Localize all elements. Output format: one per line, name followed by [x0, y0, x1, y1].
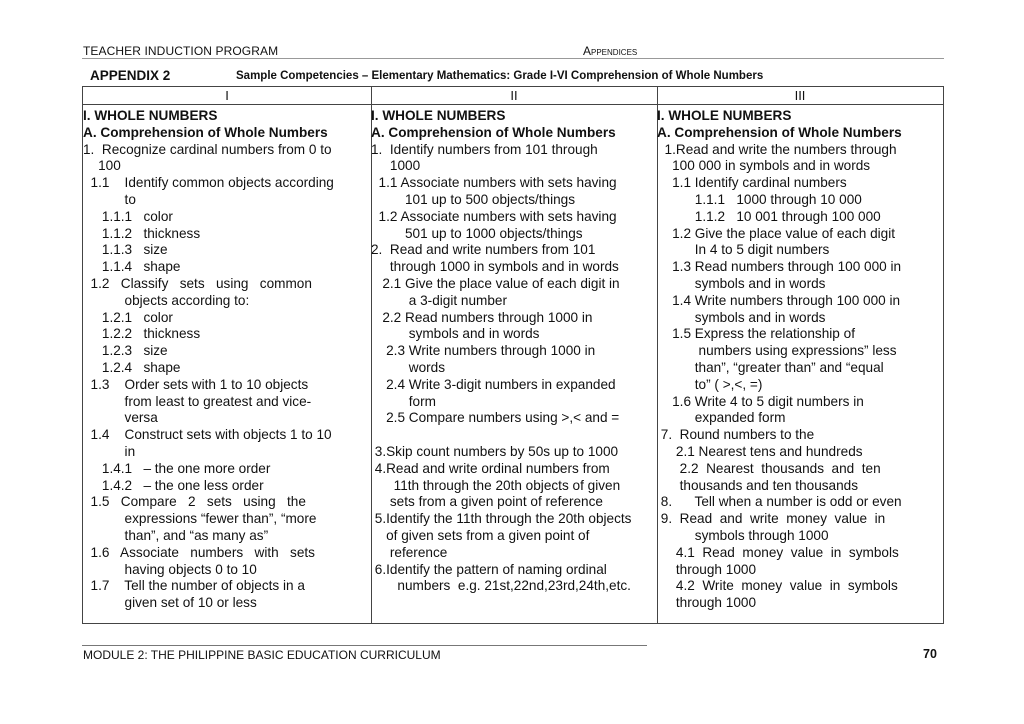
competency-line: expressions “fewer than”, “more — [83, 511, 317, 527]
header-section: Appendices — [583, 44, 638, 58]
competency-line: than”, and “as many as” — [83, 527, 269, 543]
competency-line: than”, “greater than” and “equal — [657, 359, 884, 375]
competency-line: 1.7 Tell the number of objects in a — [83, 578, 305, 594]
competency-line: 2.5 Compare numbers using >,< and = — [371, 410, 620, 426]
competency-line: of given sets from a given point of — [371, 527, 590, 543]
competency-line: 1.1 Associate numbers with sets having — [371, 175, 617, 191]
competency-line: 2.2 Read numbers through 1000 in — [371, 309, 593, 325]
column-body — [657, 105, 943, 612]
competency-line: objects according to: — [83, 292, 250, 308]
competency-line: 1.3 Order sets with 1 to 10 objects — [83, 376, 309, 392]
competency-line: 2.1 Give the place value of each digit in — [371, 275, 620, 291]
competency-line: 1. Recognize cardinal numbers from 0 to — [83, 141, 332, 157]
competency-line: numbers using expressions” less — [657, 343, 897, 359]
competency-line: 11th through the 20th objects of given — [371, 477, 621, 493]
competency-line — [371, 427, 657, 444]
subsection-title: A. Comprehension of Whole Numbers — [83, 124, 328, 140]
competency-line: symbols and in words — [657, 275, 826, 291]
competency-line: 1.2.2 thickness — [83, 326, 201, 342]
competency-line: words — [371, 359, 446, 375]
subsection-title: A. Comprehension of Whole Numbers — [657, 124, 902, 140]
subsection-title: A. Comprehension of Whole Numbers — [371, 124, 616, 140]
competency-line: 1.6 Write 4 to 5 digit numbers in — [657, 393, 864, 409]
competency-line: a 3-digit number — [371, 292, 507, 308]
competency-line: 2.1 Nearest tens and hundreds — [657, 443, 863, 459]
competency-line: 1.1 Identify common objects according — [83, 175, 334, 191]
competency-line: 1.2.3 size — [83, 343, 168, 359]
competency-line: 1.2.4 shape — [83, 359, 181, 375]
column-grade-3 — [657, 87, 943, 623]
competency-line: having objects 0 to 10 — [83, 561, 257, 577]
competency-line: 1.5 Compare 2 sets using the — [83, 494, 306, 510]
header-divider — [82, 58, 944, 59]
competency-line: through 1000 — [657, 595, 757, 611]
competency-line: 1.5 Express the relationship of — [657, 326, 855, 342]
appendix-title: APPENDIX 2 — [90, 68, 171, 83]
competency-line: 1.4 Construct sets with objects 1 to 10 — [83, 427, 332, 443]
competency-line: 100 — [83, 158, 121, 174]
competency-line: reference — [371, 544, 448, 560]
column-heading: I — [83, 87, 371, 105]
competency-line: through 1000 in symbols and in words — [371, 259, 619, 275]
column-body — [371, 105, 657, 595]
page-number: 70 — [923, 647, 937, 661]
competency-line: 2.4 Write 3-digit numbers in expanded — [371, 376, 616, 392]
column-grade-1 — [83, 87, 372, 623]
competency-line: 6.Identify the pattern of naming ordinal — [371, 561, 607, 577]
competency-line: 8. Tell when a number is odd or even — [657, 494, 902, 510]
column-heading: II — [371, 87, 657, 105]
competency-line: in — [83, 443, 136, 459]
competency-line: 1.1.4 shape — [83, 259, 181, 275]
header-program: TEACHER INDUCTION PROGRAM — [83, 44, 279, 58]
section-title: I. WHOLE NUMBERS — [83, 108, 218, 123]
competency-line: 2.3 Write numbers through 1000 in — [371, 343, 596, 359]
competency-line: 4.1 Read money value in symbols — [657, 544, 899, 560]
footer-divider — [82, 645, 647, 646]
competency-line: 100 000 in symbols and in words — [657, 158, 871, 174]
section-title: I. WHOLE NUMBERS — [657, 108, 792, 123]
competency-line: symbols and in words — [657, 309, 826, 325]
competency-line: 2. Read and write numbers from 101 — [371, 242, 596, 258]
competency-line: 1.1.2 10 001 through 100 000 — [657, 208, 881, 224]
competency-line: 9. Read and write money value in — [657, 511, 886, 527]
competency-line: versa — [83, 410, 158, 426]
competency-line: 1. Identify numbers from 101 through — [371, 141, 598, 157]
appendix-subtitle: Sample Competencies – Elementary Mathematics: Grade I-VI Comprehension of Whole Numbers — [236, 70, 764, 82]
competency-line: In 4 to 5 digit numbers — [657, 242, 830, 258]
competency-line: form — [371, 393, 436, 409]
competency-line: 101 up to 500 objects/things — [371, 191, 576, 207]
competency-line: 1.2 Give the place value of each digit — [657, 225, 896, 241]
competency-line: to — [83, 191, 136, 207]
competency-line: 3.Skip count numbers by 50s up to 1000 — [371, 443, 619, 459]
competency-line: 7. Round numbers to the — [657, 427, 815, 443]
competency-line: 1.1.3 size — [83, 242, 168, 258]
competency-line: given set of 10 or less — [83, 595, 257, 611]
competency-line: 1.6 Associate numbers with sets — [83, 544, 315, 560]
competency-line: expanded form — [657, 410, 786, 426]
competency-line: 1.2 Associate numbers with sets having — [371, 208, 617, 224]
competency-line: 1.2.1 color — [83, 309, 173, 325]
competency-line: from least to greatest and vice- — [83, 393, 312, 409]
footer-module: MODULE 2: THE PHILIPPINE BASIC EDUCATION CURRICULUM — [83, 648, 441, 662]
competency-line: 1.4 Write numbers through 100 000 in — [657, 292, 901, 308]
competencies-table — [82, 86, 944, 624]
competency-line: sets from a given point of reference — [371, 494, 603, 510]
competency-line: 4.2 Write money value in symbols — [657, 578, 898, 594]
competency-line: 4.Read and write ordinal numbers from — [371, 460, 610, 476]
competency-line: 1.Read and write the numbers through — [657, 141, 897, 157]
competency-line: numbers e.g. 21st,22nd,23rd,24th,etc. — [371, 578, 631, 594]
competency-line: 1.1.1 1000 through 10 000 — [657, 191, 862, 207]
competency-line: thousands and ten thousands — [657, 477, 859, 493]
section-title: I. WHOLE NUMBERS — [371, 108, 506, 123]
column-heading: III — [657, 87, 943, 105]
competency-line: to” ( >,<, =) — [657, 376, 763, 392]
competency-line: symbols through 1000 — [657, 527, 829, 543]
competency-line: 1.3 Read numbers through 100 000 in — [657, 259, 902, 275]
competency-line: 2.2 Nearest thousands and ten — [657, 460, 881, 476]
competency-line: 1.4.2 – the one less order — [83, 477, 264, 493]
competency-line: through 1000 — [657, 561, 757, 577]
competency-line: 5.Identify the 11th through the 20th objects — [371, 511, 632, 527]
column-grade-2 — [371, 87, 658, 623]
competency-line: 1.4.1 – the one more order — [83, 460, 271, 476]
competency-line: symbols and in words — [371, 326, 540, 342]
competency-line: 501 up to 1000 objects/things — [371, 225, 583, 241]
column-body — [83, 105, 371, 612]
competency-line: 1.1 Identify cardinal numbers — [657, 175, 847, 191]
competency-line: 1.2 Classify sets using common — [83, 275, 312, 291]
competency-line: 1.1.1 color — [83, 208, 173, 224]
competency-line: 1.1.2 thickness — [83, 225, 201, 241]
competency-line: 1000 — [371, 158, 421, 174]
